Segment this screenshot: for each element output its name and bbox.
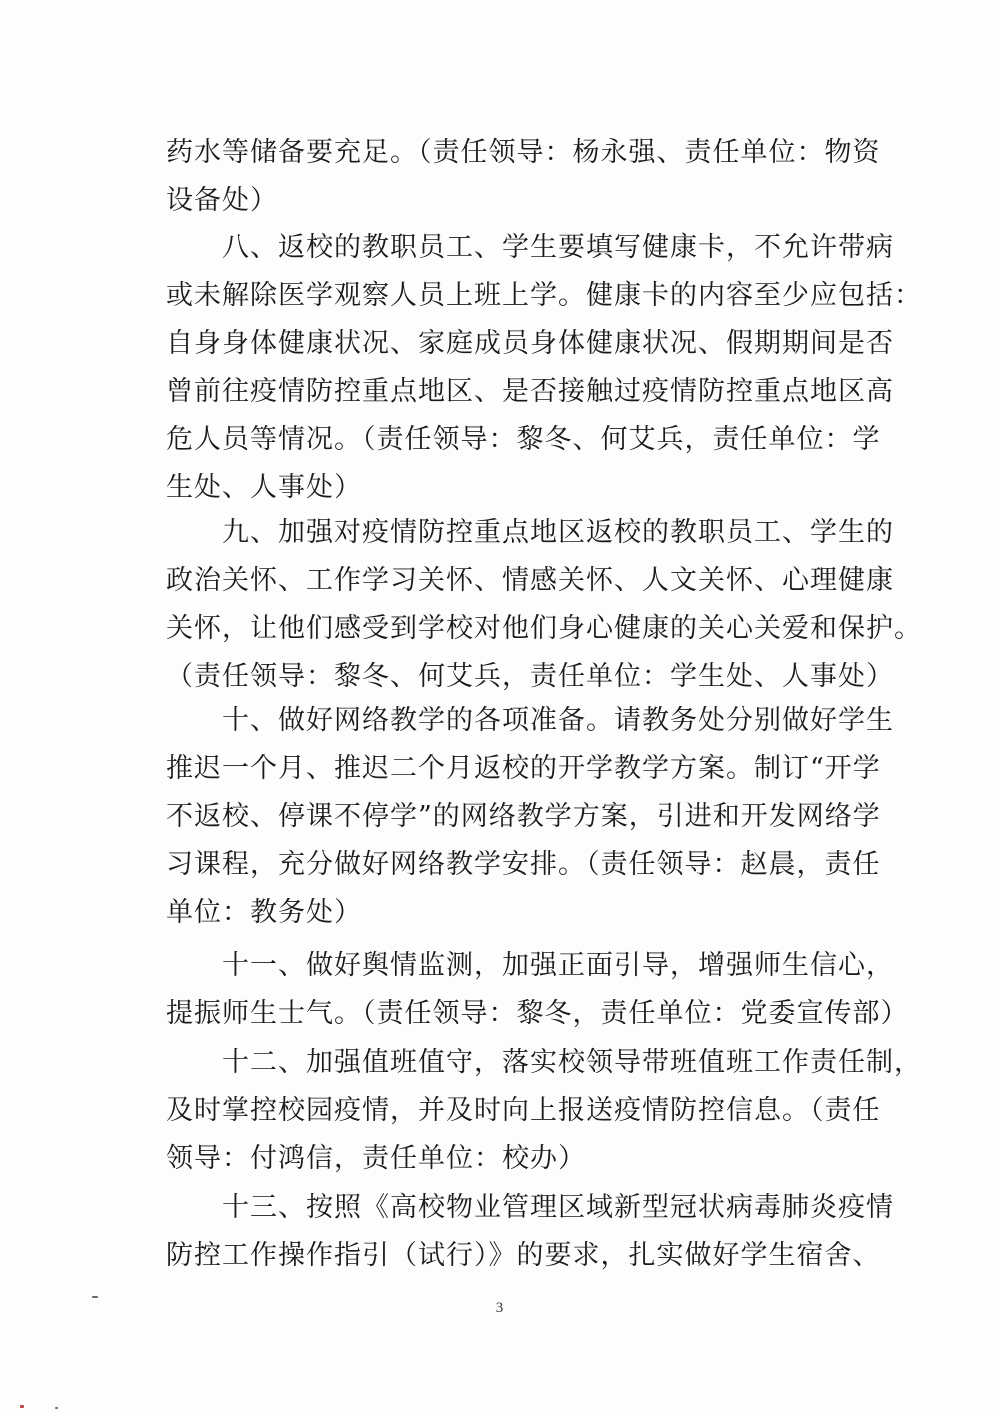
paragraph-item-8 [166, 224, 922, 512]
text-line: 设备处） [166, 185, 278, 216]
text-line: （责任领导：黎冬、何艾兵，责任单位：学生处、人事处） [166, 661, 894, 692]
scan-speck [55, 1407, 58, 1409]
scan-speck [20, 1405, 24, 1408]
paragraph-item-11 [166, 942, 909, 1038]
text-line: 及时掌控校园疫情，并及时向上报送疫情防控信息。（责任 [166, 1095, 881, 1126]
text-line: 关怀，让他们感受到学校对他们身心健康的关心关爱和保护。 [166, 613, 922, 644]
text-line: 生处、人事处） [166, 472, 362, 503]
text-line: 八、返校的教职员工、学生要填写健康卡，不允许带病 [222, 232, 894, 263]
text-line: 十、做好网络教学的各项准备。请教务处分别做好学生 [222, 705, 894, 736]
paragraph-item-12 [166, 1039, 922, 1183]
paragraph-item-7-continued [166, 129, 881, 225]
text-line: 习课程，充分做好网络教学安排。（责任领导：赵晨，责任 [166, 849, 881, 880]
text-line: 九、加强对疫情防控重点地区返校的教职员工、学生的 [222, 517, 894, 548]
text-line: 药水等储备要充足。（责任领导：杨永强、责任单位：物资 [166, 137, 881, 168]
page-number: 3 [495, 1300, 504, 1316]
paragraph-item-13 [166, 1184, 894, 1280]
text-line: 单位：教务处） [166, 897, 362, 928]
text-line: 领导：付鸿信，责任单位：校办） [166, 1143, 586, 1174]
text-line: 曾前往疫情防控重点地区、是否接触过疫情防控重点地区高 [166, 376, 894, 407]
text-line: 不返校、停课不停学”的网络教学方案，引进和开发网络学 [166, 801, 881, 832]
text-line: 或未解除医学观察人员上班上学。健康卡的内容至少应包括： [166, 280, 922, 311]
text-line: 防控工作操作指引（试行）》的要求，扎实做好学生宿舍、 [166, 1240, 881, 1271]
text-line: 危人员等情况。（责任领导：黎冬、何艾兵，责任单位：学 [166, 424, 881, 455]
text-line: 政治关怀、工作学习关怀、情感关怀、人文关怀、心理健康 [166, 565, 894, 596]
text-line: 提振师生士气。（责任领导：黎冬，责任单位：党委宣传部） [166, 998, 909, 1029]
text-line: 十一、做好舆情监测，加强正面引导，增强师生信心， [222, 950, 894, 981]
paragraph-item-10 [166, 697, 894, 937]
text-line: 推迟一个月、推迟二个月返校的开学教学方案。制订“开学 [166, 753, 881, 784]
text-line: 十二、加强值班值守，落实校领导带班值班工作责任制， [222, 1047, 922, 1078]
paragraph-item-9 [166, 509, 922, 701]
text-line: 十三、按照《高校物业管理区域新型冠状病毒肺炎疫情 [222, 1192, 894, 1223]
text-line: 自身身体健康状况、家庭成员身体健康状况、假期期间是否 [166, 328, 894, 359]
scan-speck [92, 1296, 98, 1298]
